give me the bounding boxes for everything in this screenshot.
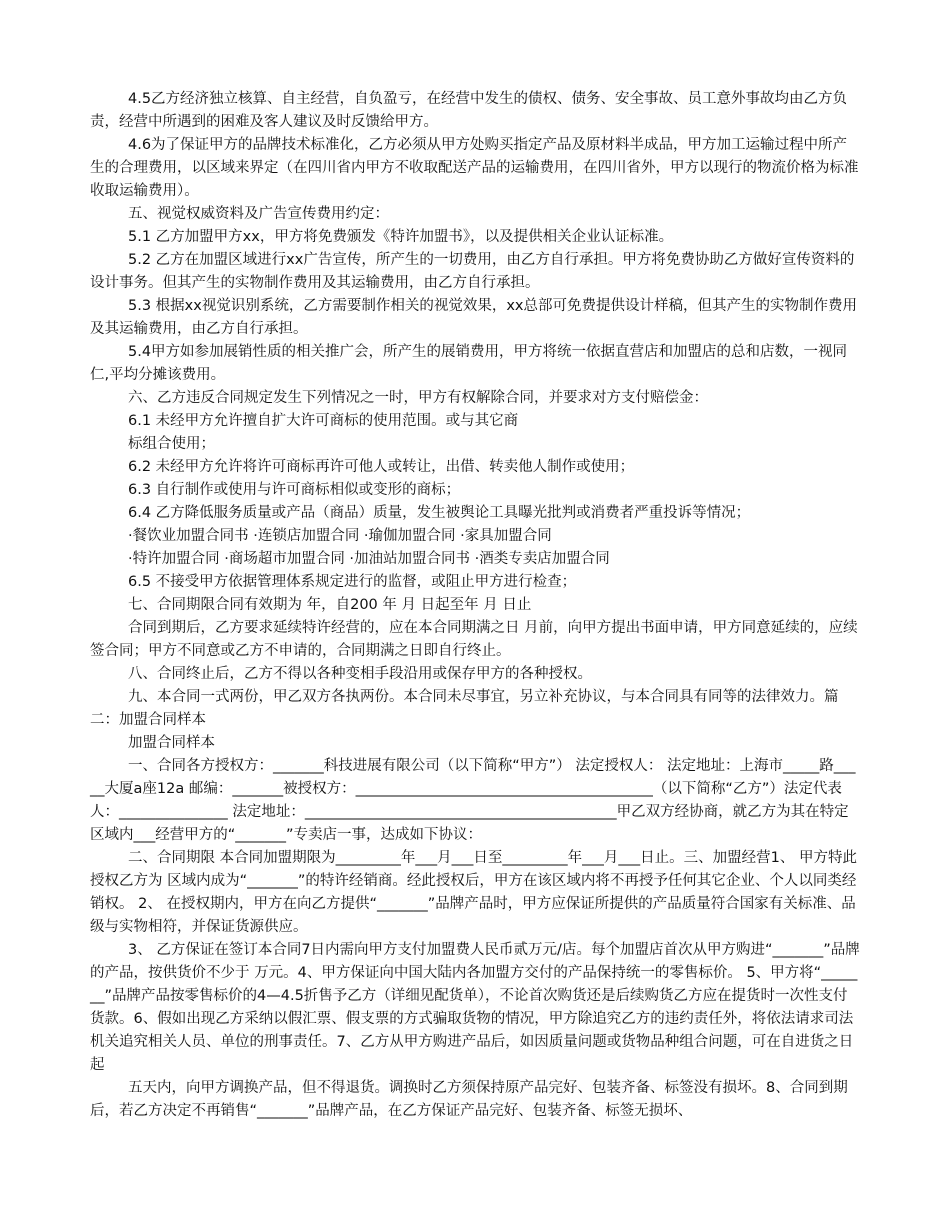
paragraph-7-renewal: 合同到期后，乙方要求延续特许经营的，应在本合同期满之日 月前，向甲方提出书面申请，甲方同意延续的，应续签合同；甲方不同意或乙方不申请的，合同期满之日即自行终止。	[90, 620, 858, 659]
paragraph-6-4: 6.4 乙方降低服务质量或产品（商品）质量，发生被舆论工具曝光批判或消费者严重投诉等情况；	[128, 505, 751, 521]
paragraph-5-1: 5.1 乙方加盟甲方xx，甲方将免费颁发《特许加盟书》，以及提供相关企业认证标准。	[128, 229, 674, 245]
related-links-row-1[interactable]: ·餐饮业加盟合同书 ·连锁店加盟合同 ·瑜伽加盟合同 ·家具加盟合同	[128, 528, 552, 544]
section-heading-8: 八、合同终止后，乙方不得以各种变相手段沿用或保存甲方的各种授权。	[128, 666, 592, 682]
sample-clause-2-3: 二、合同期限 本合同加盟期限为_________年___月___日至_________年___月___日止。三、加盟经营1、 甲方特此授权乙方为 区域内成为“_______”的特许经销商。经此授权后，甲方在该区域内将不再授予任何其它企业、个人以同类经销权。 2、 在授权期内，甲方在向乙方提供“_______”品牌产品时，甲方应保证所提供的产品质量符合国家有关标准、品级与实物相符，并保证货源供应。	[90, 850, 857, 935]
paragraph-5-3: 5.3 根据xx视觉识别系统，乙方需要制作相关的视觉效果，xx总部可免费提供设计样稿，但其产生的实物制作费用及其运输费用，由乙方自行承担。	[90, 298, 857, 337]
paragraph-6-1: 6.1 未经甲方允许擅自扩大许可商标的使用范围。或与其它商	[128, 413, 519, 429]
paragraph-6-5: 6.5 不接受甲方依据管理体系规定进行的监督，或阻止甲方进行检查；	[128, 574, 577, 590]
paragraph-4-6: 4.6为了保证甲方的品牌技术标准化，乙方必须从甲方处购买指定产品及原材料半成品，甲方加工运输过程中所产生的合理费用，以区域来界定（在四川省内甲方不收取配送产品的运输费用，在四川省外，甲方以现行的物流价格为标准收取运输费用）。	[90, 137, 859, 199]
sample-clause-8: 五天内，向甲方调换产品，但不得退货。调换时乙方须保持原产品完好、包装齐备、标签没有损坏。8、合同到期后，若乙方决定不再销售“_______”品牌产品，在乙方保证产品完好、包装齐备、标签无损坏、	[90, 1080, 848, 1119]
paragraph-5-4: 5.4甲方如参加展销性质的相关推广会，所产生的展销费用，甲方将统一依据直营店和加盟店的总和店数，一视同仁,平均分摊该费用。	[90, 344, 848, 383]
sample-title: 加盟合同样本	[128, 735, 215, 751]
paragraph-6-1-cont: 标组合使用；	[128, 436, 215, 452]
paragraph-4-5: 4.5乙方经济独立核算、自主经营，自负盈亏，在经营中发生的债权、债务、安全事故、员工意外事故均由乙方负责，经营中所遇到的困难及客人建议及时反馈给甲方。	[90, 91, 848, 130]
section-heading-6: 六、乙方违反合同规定发生下列情况之一时，甲方有权解除合同，并要求对方支付赔偿金：	[128, 390, 708, 406]
section-heading-9: 九、本合同一式两份，甲乙双方各执两份。本合同未尽事宜，另立补充协议，与本合同具有同等的法律效力。篇二：加盟合同样本	[90, 689, 839, 728]
paragraph-5-2: 5.2 乙方在加盟区域进行xx广告宣传，所产生的一切费用，由乙方自行承担。甲方将免费协助乙方做好宣传资料的设计事务。但其产生的实物制作费用及其运输费用，由乙方自行承担。	[90, 252, 855, 291]
related-links-row-2[interactable]: ·特许加盟合同 ·商场超市加盟合同 ·加油站加盟合同书 ·酒类专卖店加盟合同	[128, 551, 610, 567]
document-page	[90, 88, 860, 1123]
section-heading-5: 五、视觉权威资料及广告宣传费用约定：	[128, 206, 389, 222]
sample-clause-3-7: 3、 乙方保证在签订本合同7日内需向甲方支付加盟费人民币贰万元/店。每个加盟店首次从甲方购进“_______”品牌的产品，按供货价不少于 万元。4、甲方保证向中国大陆内各加盟方交付的产品保持统一的零售标价。 5、甲方将“_______”品牌产品按零售标价的4—4.5折售予乙方（详细见配货单），不论首次购货还是后续购货乙方应在提货时一次性支付货款。6、假如出现乙方采纳以假汇票、假支票的方式骗取货物的情况，甲方除追究乙方的违约责任外，将依法请求司法机关追究相关人员、单位的刑事责任。7、乙方从甲方购进产品后，如因质量问题或货物品种组合问题，可在自进货之日起	[90, 942, 860, 1073]
paragraph-6-2: 6.2 未经甲方允许将许可商标再许可他人或转让，出借、转卖他人制作或使用；	[128, 459, 635, 475]
section-heading-7: 七、合同期限合同有效期为 年，自200 年 月 日起至年 月 日止	[128, 597, 532, 613]
paragraph-6-3: 6.3 自行制作或使用与许可商标相似或变形的商标；	[128, 482, 461, 498]
sample-clause-1: 一、合同各方授权方：_______科技进展有限公司（以下简称“甲方”） 法定授权人： 法定地址：上海市_____路_____大厦a座12a 邮编：_______被授权方：_________________________________________（以下简称“乙方”）法定代表人：_______________ 法定地址：___________________________________________甲乙双方经协商，就乙方为其在特定区域内___经营甲方的“_______”专卖店一事，达成如下协议：	[90, 758, 856, 843]
